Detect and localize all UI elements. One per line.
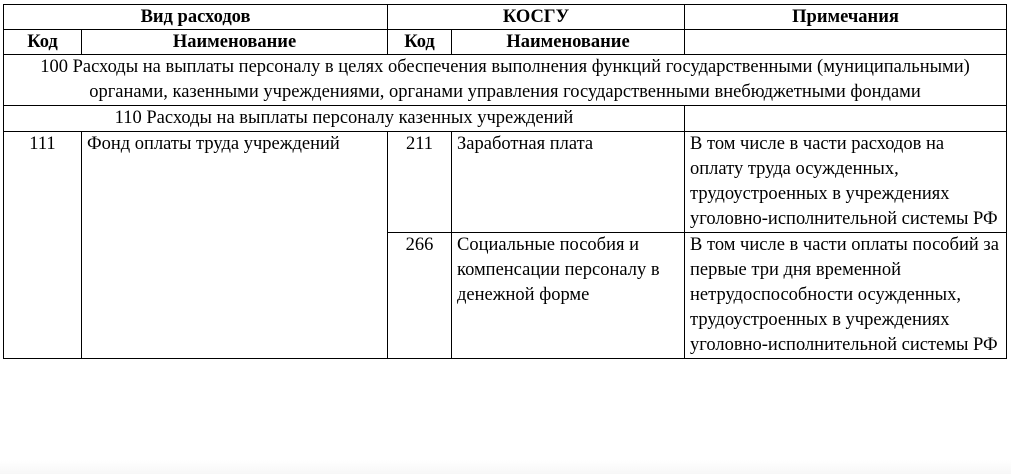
vid-code-111: 111 <box>4 132 82 359</box>
note-211: В том числе в части расходов на оплату труда осужденных, трудоустроенных в учреждениях уголовно-исполнительной системы РФ <box>685 132 1007 233</box>
note-266: В том числе в части оплаты пособий за первые три дня временной нетрудоспособности осужденных, трудоустроенных в учреждениях уголовно-исполнительной системы РФ <box>685 233 1007 359</box>
header-primechaniya: Примечания <box>685 5 1007 30</box>
kosgu-code-211: 211 <box>388 132 452 233</box>
section-100-title: 100 Расходы на выплаты персоналу в целях обеспечения выполнения функций государственными (муниципальными) органами, казенными учреждениями, органами управления государственными внебюджетными фондами <box>4 55 1007 106</box>
table-row <box>4 132 1007 233</box>
header-vid-rashodov: Вид расходов <box>4 5 388 30</box>
section-110-title: 110 Расходы на выплаты персоналу казенных учреждений <box>4 106 685 132</box>
expense-classification-table <box>3 4 1007 359</box>
header-primechaniya-empty <box>685 30 1007 55</box>
section-110-row <box>4 106 1007 132</box>
section-110-note-empty <box>685 106 1007 132</box>
header-row-sub <box>4 30 1007 55</box>
kosgu-name-266: Социальные пособия и компенсации персоналу в денежной форме <box>452 233 685 359</box>
header-kod-vid: Код <box>4 30 82 55</box>
vid-name-111: Фонд оплаты труда учреждений <box>82 132 388 359</box>
header-naimenovanie-kosgu: Наименование <box>452 30 685 55</box>
header-kod-kosgu: Код <box>388 30 452 55</box>
header-kosgu: КОСГУ <box>388 5 685 30</box>
section-100-row <box>4 55 1007 106</box>
header-naimenovanie-vid: Наименование <box>82 30 388 55</box>
kosgu-name-211: Заработная плата <box>452 132 685 233</box>
kosgu-code-266: 266 <box>388 233 452 359</box>
bottom-fade <box>0 460 1011 474</box>
header-row-top <box>4 5 1007 30</box>
